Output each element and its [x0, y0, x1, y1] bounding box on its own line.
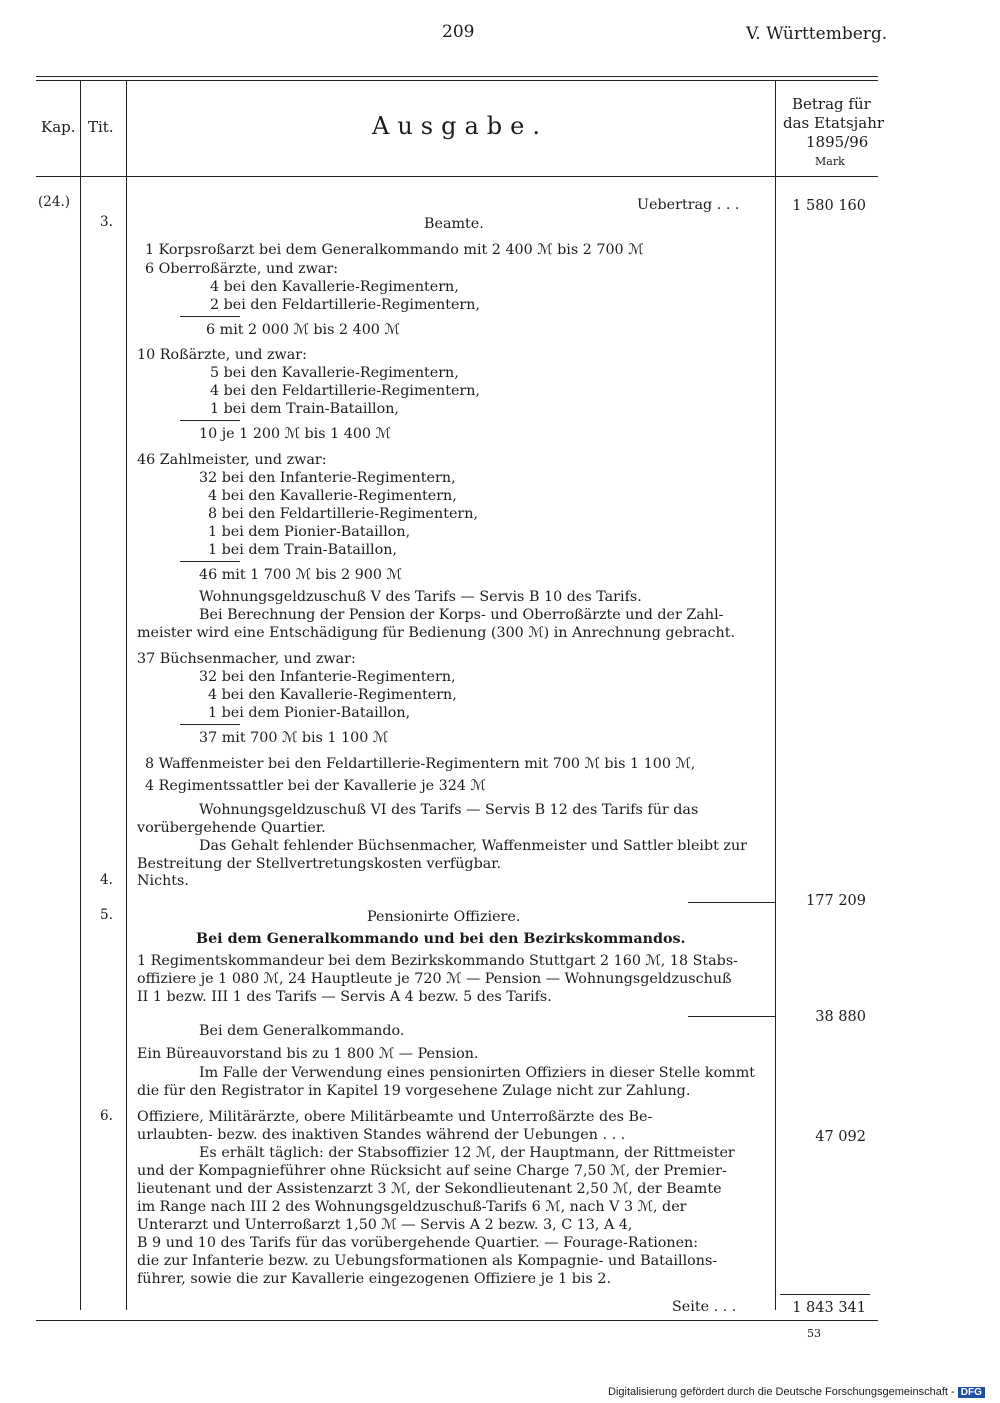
- text-line: 10 Roßärzte, und zwar:: [137, 347, 307, 363]
- text-line: urlaubten- bezw. des inaktiven Standes während der Uebungen . . .: [137, 1127, 626, 1143]
- text-line: 10 je 1 200 ℳ bis 1 400 ℳ: [199, 426, 391, 442]
- amount-38880: 38 880: [815, 1009, 866, 1025]
- text-line: 2 bei den Feldartillerie-Regimentern,: [210, 297, 481, 313]
- text-line: die zur Infanterie bezw. zu Uebungsformationen als Kompagnie- und Bataillons-: [137, 1253, 718, 1269]
- subsection-heading: Bei dem Generalkommando und bei den Bezirkskommandos.: [196, 931, 686, 947]
- text-line: Das Gehalt fehlender Büchsenmacher, Waffenmeister und Sattler bleibt zur: [199, 838, 748, 854]
- text-line: 6 mit 2 000 ℳ bis 2 400 ℳ: [206, 322, 400, 338]
- text-line: Bei Berechnung der Pension der Korps- und Oberroßärzte und der Zahl-: [199, 607, 724, 623]
- sheet-number: 53: [807, 1327, 821, 1340]
- column-divider-kap: [80, 80, 81, 1310]
- subtotal-rule: [688, 1016, 775, 1017]
- total-rule: [780, 1294, 870, 1295]
- sum-rule: [180, 724, 240, 725]
- text-line: 4 bei den Feldartillerie-Regimentern,: [210, 383, 481, 399]
- text-line: offiziere je 1 080 ℳ, 24 Hauptleute je 720 ℳ — Pension — Wohnungsgeldzuschuß: [137, 971, 732, 987]
- header-amount-line2: das Etatsjahr: [783, 114, 885, 132]
- text-line: im Range nach III 2 des Wohnungsgeldzuschuß-Tarifs 6 ℳ, nach V 3 ℳ, der: [137, 1199, 687, 1215]
- uebertrag-label: Uebertrag . . .: [637, 197, 740, 213]
- uebertrag-amount: 1 580 160: [792, 198, 866, 214]
- subsection-heading: Bei dem Generalkommando.: [199, 1023, 405, 1039]
- sum-rule: [180, 561, 240, 562]
- text-line: und der Kompagnieführer ohne Rücksicht auf seine Charge 7,50 ℳ, der Premier-: [137, 1163, 727, 1179]
- text-line: Im Falle der Verwendung eines pensionirten Offiziers in dieser Stelle kommt: [199, 1065, 756, 1081]
- text-line: Nichts.: [137, 873, 189, 889]
- text-line: Offiziere, Militärärzte, obere Militärbeamte und Unterroßärzte des Be-: [137, 1109, 653, 1125]
- text-line: 46 Zahlmeister, und zwar:: [137, 452, 327, 468]
- text-line: führer, sowie die zur Kavallerie eingezogenen Offiziere je 1 bis 2.: [137, 1271, 611, 1287]
- seite-label: Seite . . .: [672, 1299, 737, 1315]
- tit-marker-3: 3.: [100, 214, 113, 230]
- text-line: 37 mit 700 ℳ bis 1 100 ℳ: [199, 730, 389, 746]
- text-line: Wohnungsgeldzuschuß VI des Tarifs — Servis B 12 des Tarifs für das: [199, 802, 699, 818]
- header-tit: Tit.: [88, 118, 114, 136]
- text-line: 1 Korpsroßarzt bei dem Generalkommando mit 2 400 ℳ bis 2 700 ℳ: [145, 242, 644, 258]
- text-line: 1 bei dem Train-Bataillon,: [210, 401, 399, 417]
- header-amount-line3: 1895/96: [806, 133, 869, 151]
- footer-funding-note: Digitalisierung gefördert durch die Deutsche Forschungsgemeinschaft -: [608, 1386, 955, 1398]
- page-total-amount: 1 843 341: [792, 1300, 866, 1316]
- text-line: 8 Waffenmeister bei den Feldartillerie-Regimentern mit 700 ℳ bis 1 100 ℳ,: [145, 756, 696, 772]
- table-top-double-rule: [36, 76, 878, 77]
- text-line: 4 bei den Kavallerie-Regimentern,: [208, 687, 457, 703]
- text-line: lieutenant und der Assistenzarzt 3 ℳ, der Sekondlieutenant 2,50 ℳ, der Beamte: [137, 1181, 722, 1197]
- text-line: 6 Oberroßärzte, und zwar:: [145, 261, 339, 277]
- text-line: 4 Regimentssattler bei der Kavallerie je 324 ℳ: [145, 778, 486, 794]
- amount-47092: 47 092: [815, 1129, 866, 1145]
- text-line: 46 mit 1 700 ℳ bis 2 900 ℳ: [199, 567, 402, 583]
- tit-marker-5: 5.: [100, 907, 113, 923]
- text-line: meister wird eine Entschädigung für Bedienung (300 ℳ) in Anrechnung gebracht.: [137, 625, 736, 641]
- footer-text: [608, 1386, 985, 1398]
- section-heading-beamte: Beamte.: [424, 216, 484, 232]
- sum-rule: [180, 316, 240, 317]
- text-line: Ein Büreauvorstand bis zu 1 800 ℳ — Pension.: [137, 1046, 479, 1062]
- text-line: 1 bei dem Pionier-Bataillon,: [208, 705, 411, 721]
- text-line: 32 bei den Infanterie-Regimentern,: [199, 669, 456, 685]
- amount-177209: 177 209: [806, 893, 866, 909]
- text-line: 4 bei den Kavallerie-Regimentern,: [210, 279, 459, 295]
- text-line: 1 bei dem Pionier-Bataillon,: [208, 524, 411, 540]
- page-number: 209: [442, 22, 475, 42]
- subtotal-rule: [688, 902, 775, 903]
- text-line: Wohnungsgeldzuschuß V des Tarifs — Servis B 10 des Tarifs.: [199, 589, 642, 605]
- table-top-rule: [36, 80, 878, 81]
- kap-marker: (24.): [38, 194, 71, 210]
- text-line: vorübergehende Quartier.: [137, 820, 326, 836]
- text-line: II 1 bezw. III 1 des Tarifs — Servis A 4 bezw. 5 des Tarifs.: [137, 989, 552, 1005]
- column-divider-amount: [775, 80, 776, 1310]
- dfg-logo: DFG: [958, 1387, 985, 1398]
- text-line: Unterarzt und Unterroßarzt 1,50 ℳ — Servis A 2 bezw. 3, C 13, A 4,: [137, 1217, 633, 1233]
- text-line: Es erhält täglich: der Stabsoffizier 12 ℳ, der Hauptmann, der Rittmeister: [199, 1145, 735, 1161]
- text-line: B 9 und 10 des Tarifs für das vorübergehende Quartier. — Fourage-Rationen:: [137, 1235, 699, 1251]
- text-line: Bestreitung der Stellvertretungskosten verfügbar.: [137, 856, 502, 872]
- text-line: 37 Büchsenmacher, und zwar:: [137, 651, 356, 667]
- header-amount-unit: Mark: [815, 155, 845, 168]
- section-heading-pensionirte: Pensionirte Offiziere.: [367, 909, 521, 925]
- text-line: 1 Regimentskommandeur bei dem Bezirkskommando Stuttgart 2 160 ℳ, 18 Stabs-: [137, 953, 738, 969]
- header-kap: Kap.: [41, 118, 76, 136]
- table-bottom-rule: [36, 1320, 878, 1321]
- text-line: 5 bei den Kavallerie-Regimentern,: [210, 365, 459, 381]
- header-amount-line1: Betrag für: [792, 95, 871, 113]
- text-line: die für den Registrator in Kapitel 19 vorgesehene Zulage nicht zur Zahlung.: [137, 1083, 691, 1099]
- column-divider-tit: [126, 80, 127, 1310]
- sum-rule: [180, 420, 240, 421]
- text-line: 8 bei den Feldartillerie-Regimentern,: [208, 506, 479, 522]
- tit-marker-4: 4.: [100, 872, 113, 888]
- text-line: 32 bei den Infanterie-Regimentern,: [199, 470, 456, 486]
- table-header-bottom-rule: [36, 176, 878, 177]
- text-line: 1 bei dem Train-Bataillon,: [208, 542, 397, 558]
- running-head: V. Württemberg.: [746, 24, 888, 44]
- tit-marker-6: 6.: [100, 1108, 113, 1124]
- text-line: 4 bei den Kavallerie-Regimentern,: [208, 488, 457, 504]
- header-title: Ausgabe.: [372, 112, 548, 140]
